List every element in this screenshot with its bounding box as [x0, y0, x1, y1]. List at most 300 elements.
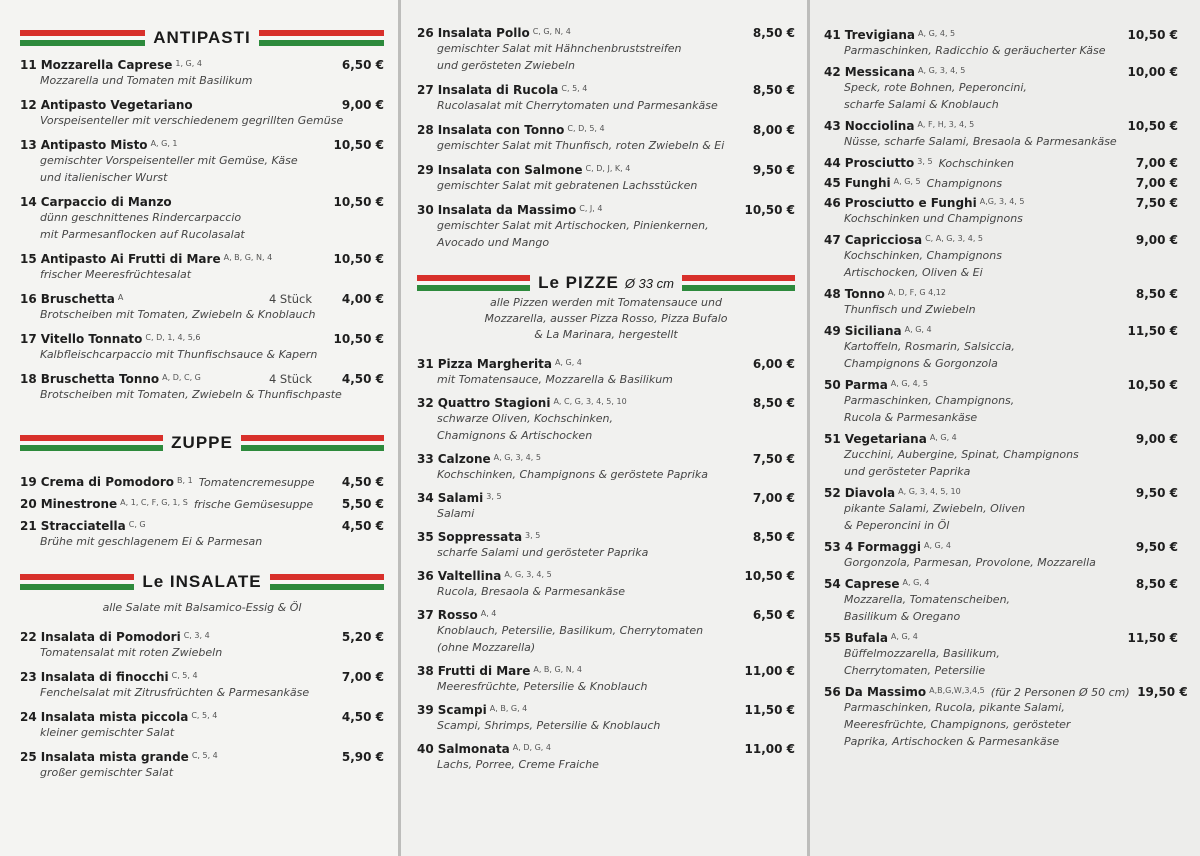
item-inline-description: Kochschinken — [938, 157, 1015, 170]
item-name: Funghi — [844, 176, 891, 190]
item-description: Tomatensalat mit roten Zwiebeln — [40, 646, 223, 659]
item-number: 49 — [824, 324, 841, 338]
item-description: & Peperoncini in Öl — [844, 519, 950, 532]
item-description: Scampi, Shrimps, Petersilie & Knoblauch — [437, 719, 661, 732]
item-description: Parmaschinken, Rucola, pikante Salami, — [844, 701, 1065, 714]
menu-item-header — [824, 28, 1178, 42]
menu-column-2 — [401, 0, 807, 856]
menu-item-header — [824, 287, 1178, 301]
item-price: 6,50 € — [752, 608, 795, 622]
item-description: Meeresfrüchte, Champignons, gerösteter — [844, 718, 1071, 731]
section-header — [20, 562, 384, 602]
section-header — [20, 18, 384, 58]
section-note: alle Salate mit Balsamico-Essig & Öl — [102, 601, 302, 614]
item-price: 8,50 € — [1135, 577, 1178, 591]
menu-item-header — [824, 486, 1178, 500]
menu-item — [417, 452, 795, 483]
menu-item-header — [417, 396, 795, 410]
item-name: Diavola — [844, 486, 896, 500]
item-quantity: 4 Stück — [268, 292, 312, 306]
menu-item — [417, 530, 795, 561]
item-number: 54 — [824, 577, 841, 591]
item-name: Messicana — [844, 65, 916, 79]
item-description: Chamignons & Artischocken — [437, 429, 593, 442]
item-number: 18 — [20, 372, 37, 386]
item-number: 50 — [824, 378, 841, 392]
item-description: und gerösteten Zwiebeln — [437, 59, 575, 72]
menu-item — [824, 119, 1178, 150]
item-price: 7,00 € — [341, 670, 384, 684]
allergen-codes: A, G, 3, 4, 5 — [504, 570, 552, 579]
item-description: Mozzarella und Tomaten mit Basilikum — [40, 74, 253, 87]
item-number: 40 — [417, 742, 434, 756]
section-insalate — [20, 562, 384, 781]
item-number: 45 — [824, 176, 841, 190]
item-number: 44 — [824, 156, 841, 170]
menu-item — [20, 670, 384, 701]
item-price: 11,50 € — [1127, 631, 1178, 645]
menu-item — [20, 372, 384, 403]
item-list — [417, 26, 795, 251]
allergen-codes: A, B, G, N, 4 — [533, 665, 582, 674]
item-number: 51 — [824, 432, 841, 446]
item-price: 4,50 € — [341, 372, 384, 386]
item-name: Bufala — [844, 631, 888, 645]
section-insalate-continued — [417, 26, 795, 251]
item-number: 17 — [20, 332, 37, 346]
item-list — [20, 630, 384, 781]
menu-item — [417, 396, 795, 444]
item-number: 21 — [20, 519, 37, 533]
menu-item-header — [824, 631, 1178, 645]
item-price: 10,50 € — [333, 332, 384, 346]
item-name: Da Massimo — [844, 685, 927, 699]
allergen-codes: C, D, 5, 4 — [567, 124, 605, 133]
allergen-codes: C, 3, 4 — [183, 631, 210, 640]
menu-item — [824, 233, 1178, 281]
menu-item-header — [20, 292, 384, 306]
item-price: 8,00 € — [752, 123, 795, 137]
item-price: 10,00 € — [1127, 65, 1178, 79]
menu-item-header — [417, 163, 795, 177]
item-name: Calzone — [437, 452, 491, 466]
menu-item-header — [20, 58, 384, 72]
item-number: 11 — [20, 58, 37, 72]
item-description: scharfe Salami und gerösteter Paprika — [437, 546, 649, 559]
item-name: Minestrone — [40, 497, 118, 511]
allergen-codes: A, 4 — [480, 609, 497, 618]
item-price: 4,00 € — [341, 292, 384, 306]
menu-item — [417, 491, 795, 522]
item-number: 48 — [824, 287, 841, 301]
item-description: mit Tomatensauce, Mozzarella & Basilikum — [437, 373, 673, 386]
italian-flag-stripe — [270, 574, 384, 590]
menu-item-header — [20, 138, 384, 152]
item-number: 46 — [824, 196, 841, 210]
item-inline-description: frische Gemüsesuppe — [193, 498, 314, 511]
item-price: 5,90 € — [341, 750, 384, 764]
menu-item-header — [20, 475, 384, 489]
item-number: 27 — [417, 83, 434, 97]
item-description: Basilikum & Oregano — [844, 610, 961, 623]
item-description: schwarze Oliven, Kochschinken, — [437, 412, 614, 425]
allergen-codes: A, G, 4 — [929, 433, 957, 442]
menu-item-header — [417, 83, 795, 97]
menu-item-header — [824, 233, 1178, 247]
item-description: frischer Meeresfrüchtesalat — [40, 268, 192, 281]
item-name: Valtellina — [437, 569, 502, 583]
menu-item-header — [417, 664, 795, 678]
item-name: Insalata con Tonno — [437, 123, 565, 137]
item-number: 28 — [417, 123, 434, 137]
item-name: Antipasto Ai Frutti di Mare — [40, 252, 221, 266]
note-line: alle Pizzen werden mit Tomatensauce und — [490, 296, 722, 309]
menu-item-header — [20, 497, 384, 511]
menu-item-header — [824, 324, 1178, 338]
section-title: ANTIPASTI — [153, 28, 251, 47]
item-number: 42 — [824, 65, 841, 79]
item-name: Mozzarella Caprese — [40, 58, 173, 72]
allergen-codes: A, 1, C, F, G, 1, S — [120, 498, 188, 507]
item-price: 4,50 € — [341, 519, 384, 533]
allergen-codes: A, G, 3, 4, 5 — [918, 66, 966, 75]
allergen-codes: A — [117, 293, 124, 302]
allergen-codes: 3, 5 — [486, 492, 502, 501]
item-price: 19,50 € — [1137, 685, 1188, 699]
item-number: 37 — [417, 608, 434, 622]
allergen-codes: A, D, F, G 4,12 — [887, 288, 946, 297]
menu-item — [417, 664, 795, 695]
menu-item-header — [20, 710, 384, 724]
allergen-codes: A, G, 4, 5 — [890, 379, 928, 388]
menu-item-header — [20, 332, 384, 346]
item-description: Paprika, Artischocken & Parmesankäse — [844, 735, 1060, 748]
menu-item-header — [417, 203, 795, 217]
item-price: 10,50 € — [333, 252, 384, 266]
item-number: 47 — [824, 233, 841, 247]
allergen-codes: C, G, N, 4 — [532, 27, 571, 36]
italian-flag-stripe — [20, 435, 163, 451]
item-description: Brotscheiben mit Tomaten, Zwiebeln & Thunfischpaste — [40, 388, 342, 401]
section-title: Le INSALATE — [142, 572, 262, 591]
menu-item-header — [20, 98, 384, 112]
item-name: Crema di Pomodoro — [40, 475, 175, 489]
section-pizze-continued — [824, 28, 1188, 750]
item-price: 7,50 € — [752, 452, 795, 466]
menu-item — [824, 287, 1178, 318]
menu-item-header — [20, 195, 384, 209]
item-description: Parmaschinken, Radicchio & geräucherter Käse — [844, 44, 1106, 57]
menu-item — [417, 357, 795, 388]
item-description: kleiner gemischter Salat — [40, 726, 175, 739]
allergen-codes: A,B,G,W,3,4,5 — [929, 686, 985, 695]
item-description: und italienischer Wurst — [40, 171, 168, 184]
menu-item — [824, 176, 1178, 190]
menu-item — [20, 292, 384, 323]
item-price: 6,00 € — [752, 357, 795, 371]
item-number: 15 — [20, 252, 37, 266]
item-name: Antipasto Misto — [40, 138, 148, 152]
item-name: Soppressata — [437, 530, 523, 544]
pizze-title-text: Le PIZZE — [538, 273, 619, 292]
menu-item — [824, 486, 1178, 534]
item-name: Stracciatella — [40, 519, 126, 533]
note-line: Mozzarella, ausser Pizza Rosso, Pizza Bufalo — [484, 312, 728, 325]
menu-item — [20, 332, 384, 363]
italian-flag-stripe — [417, 275, 530, 291]
menu-item-header — [824, 196, 1178, 210]
item-description: Rucola, Bresaola & Parmesankäse — [437, 585, 626, 598]
allergen-codes: C, 5, 4 — [191, 711, 218, 720]
allergen-codes: A,G, 3, 4, 5 — [979, 197, 1025, 206]
item-number: 43 — [824, 119, 841, 133]
menu-item-header — [20, 670, 384, 684]
menu-item-header — [824, 65, 1178, 79]
item-price: 10,50 € — [1127, 378, 1178, 392]
item-number: 53 — [824, 540, 841, 554]
item-number: 14 — [20, 195, 37, 209]
item-description: Cherrytomaten, Petersilie — [844, 664, 986, 677]
menu-item-header — [417, 491, 795, 505]
item-description: Meeresfrüchte, Petersilie & Knoblauch — [437, 680, 648, 693]
item-name: Quattro Stagioni — [437, 396, 551, 410]
allergen-codes: C, 5, 4 — [561, 84, 588, 93]
item-number: 41 — [824, 28, 841, 42]
menu-item-header — [824, 176, 1178, 190]
item-name: Salmonata — [437, 742, 510, 756]
section-pizze — [417, 263, 795, 773]
item-number: 34 — [417, 491, 434, 505]
menu-item — [20, 710, 384, 741]
item-number: 13 — [20, 138, 37, 152]
item-description: Champignons & Gorgonzola — [844, 357, 998, 370]
item-list — [824, 28, 1188, 750]
item-description: Nüsse, scharfe Salami, Bresaola & Parmesankäse — [844, 135, 1117, 148]
menu-item — [824, 65, 1178, 113]
item-name: Carpaccio di Manzo — [40, 195, 172, 209]
menu-column-1 — [0, 0, 398, 856]
section-note — [417, 295, 795, 343]
item-name: Pizza Margherita — [437, 357, 552, 371]
item-price: 11,50 € — [744, 703, 795, 717]
item-inline-description: Champignons — [926, 177, 1003, 190]
allergen-codes: C, G — [128, 520, 146, 529]
item-price: 4,50 € — [341, 475, 384, 489]
menu-item-header — [824, 378, 1178, 392]
menu-item — [20, 475, 384, 489]
italian-flag-stripe — [682, 275, 795, 291]
item-description: Thunfisch und Zwiebeln — [844, 303, 976, 316]
section-antipasti — [20, 18, 384, 403]
item-name: Bruschetta Tonno — [40, 372, 160, 386]
menu-item — [417, 608, 795, 656]
item-price: 8,50 € — [752, 530, 795, 544]
item-price: 10,50 € — [1127, 119, 1178, 133]
item-name: Trevigiana — [844, 28, 916, 42]
item-list — [20, 475, 384, 550]
menu-item-header — [417, 26, 795, 40]
allergen-codes: A, B, G, N, 4 — [223, 253, 273, 262]
item-name: Insalata Pollo — [437, 26, 530, 40]
section-zuppe — [20, 423, 384, 550]
allergen-codes: 3, 5 — [525, 531, 541, 540]
item-name: Tonno — [844, 287, 885, 301]
menu-item-header — [824, 685, 1188, 699]
menu-item-header — [417, 357, 795, 371]
item-name: Insalata con Salmone — [437, 163, 583, 177]
item-description: und gerösteter Paprika — [844, 465, 971, 478]
item-description: Kartoffeln, Rosmarin, Salsiccia, — [844, 340, 1015, 353]
menu-item — [417, 569, 795, 600]
menu-item — [20, 195, 384, 243]
item-description: Salami — [437, 507, 475, 520]
item-name: 4 Formaggi — [844, 540, 921, 554]
item-price: 9,50 € — [1135, 486, 1178, 500]
item-name: Capricciosa — [844, 233, 923, 247]
item-description: Gorgonzola, Parmesan, Provolone, Mozzarella — [844, 556, 1096, 569]
item-description: Mozzarella, Tomatenscheiben, — [844, 593, 1011, 606]
item-number: 23 — [20, 670, 37, 684]
item-price: 11,00 € — [744, 664, 795, 678]
item-number: 31 — [417, 357, 434, 371]
item-price: 7,00 € — [752, 491, 795, 505]
menu-item — [417, 163, 795, 194]
item-name: Salami — [437, 491, 484, 505]
section-header — [20, 423, 384, 463]
item-name: Insalata di finocchi — [40, 670, 169, 684]
item-name: Parma — [844, 378, 888, 392]
item-price: 4,50 € — [341, 710, 384, 724]
allergen-codes: C, D, J, K, 4 — [585, 164, 631, 173]
item-price: 7,00 € — [1135, 156, 1178, 170]
menu-item — [20, 58, 384, 89]
item-description: Kalbfleischcarpaccio mit Thunfischsauce & Kapern — [40, 348, 318, 361]
item-description: gemischter Salat mit Artischocken, Pinienkernen, — [437, 219, 709, 232]
menu-item-header — [20, 519, 384, 533]
menu-item-header — [417, 608, 795, 622]
item-price: 9,50 € — [1135, 540, 1178, 554]
item-price: 8,50 € — [752, 26, 795, 40]
note-line: & La Marinara, hergestellt — [534, 328, 678, 341]
menu-item — [20, 252, 384, 283]
item-number: 38 — [417, 664, 434, 678]
menu-item — [417, 742, 795, 773]
allergen-codes: A, G, 1 — [150, 139, 178, 148]
menu-item — [824, 28, 1178, 59]
item-description: scharfe Salami & Knoblauch — [844, 98, 999, 111]
menu-item-header — [20, 750, 384, 764]
item-description: Lachs, Porree, Creme Fraiche — [437, 758, 599, 771]
menu-item-header — [417, 569, 795, 583]
menu-item — [824, 378, 1178, 426]
item-name: Vitello Tonnato — [40, 332, 143, 346]
allergen-codes: A, D, C, G — [162, 373, 201, 382]
allergen-codes: C, 5, 4 — [191, 751, 218, 760]
item-description: Rucola & Parmesankäse — [844, 411, 978, 424]
item-name: Rosso — [437, 608, 478, 622]
allergen-codes: C, 5, 4 — [171, 671, 198, 680]
item-number: 56 — [824, 685, 841, 699]
item-inline-description: (für 2 Personen Ø 50 cm) — [990, 686, 1130, 699]
item-price: 11,50 € — [1127, 324, 1178, 338]
allergen-codes: 1, G, 4 — [175, 59, 202, 68]
item-number: 35 — [417, 530, 434, 544]
menu-item — [824, 540, 1178, 571]
item-description: Brühe mit geschlagenem Ei & Parmesan — [40, 535, 263, 548]
item-description: Parmaschinken, Champignons, — [844, 394, 1015, 407]
menu-item — [20, 519, 384, 550]
allergen-codes: A, G, 4 — [902, 578, 930, 587]
allergen-codes: C, J, 4 — [579, 204, 603, 213]
item-number: 32 — [417, 396, 434, 410]
item-number: 20 — [20, 497, 37, 511]
item-description: Kochschinken, Champignons & geröstete Paprika — [437, 468, 708, 481]
item-price: 9,00 € — [1135, 432, 1178, 446]
italian-flag-stripe — [20, 574, 134, 590]
item-number: 26 — [417, 26, 434, 40]
menu-item — [20, 98, 384, 129]
item-number: 24 — [20, 710, 37, 724]
item-description: gemischter Salat mit gebratenen Lachsstücken — [437, 179, 698, 192]
menu-item-header — [20, 630, 384, 644]
allergen-codes: A, G, 4 — [890, 632, 918, 641]
menu-item-header — [417, 703, 795, 717]
allergen-codes: A, D, G, 4 — [512, 743, 551, 752]
item-description: Knoblauch, Petersilie, Basilikum, Cherrytomaten — [437, 624, 704, 637]
item-price: 6,50 € — [341, 58, 384, 72]
allergen-codes: A, C, G, 3, 4, 5, 10 — [553, 397, 627, 406]
item-description: Brotscheiben mit Tomaten, Zwiebeln & Knoblauch — [40, 308, 316, 321]
item-price: 10,50 € — [333, 138, 384, 152]
item-description: pikante Salami, Zwiebeln, Oliven — [844, 502, 1026, 515]
item-list — [20, 58, 384, 403]
item-price: 5,50 € — [341, 497, 384, 511]
menu-item — [417, 123, 795, 154]
allergen-codes: A, G, 4, 5 — [918, 29, 956, 38]
item-description: Kochschinken und Champignons — [844, 212, 1023, 225]
item-name: Siciliana — [844, 324, 902, 338]
menu-item-header — [417, 452, 795, 466]
item-description: mit Parmesanflocken auf Rucolasalat — [40, 228, 245, 241]
item-number: 22 — [20, 630, 37, 644]
menu-item — [417, 26, 795, 74]
item-name: Prosciutto — [844, 156, 915, 170]
menu-item — [824, 324, 1178, 372]
item-name: Bruschetta — [40, 292, 115, 306]
menu-item — [824, 685, 1188, 750]
item-name: Vegetariana — [844, 432, 927, 446]
item-description: gemischter Vorspeisenteller mit Gemüse, Käse — [40, 154, 298, 167]
item-description: Vorspeisenteller mit verschiedenem gegrillten Gemüse — [40, 114, 344, 127]
item-name: Insalata mista grande — [40, 750, 189, 764]
allergen-codes: A, G, 4 — [554, 358, 582, 367]
menu-item — [20, 750, 384, 781]
item-number: 25 — [20, 750, 37, 764]
allergen-codes: A, G, 3, 4, 5, 10 — [898, 487, 961, 496]
item-price: 7,00 € — [1135, 176, 1178, 190]
section-title: ZUPPE — [171, 433, 233, 452]
menu-item-header — [417, 742, 795, 756]
menu-item-header — [824, 540, 1178, 554]
item-number: 55 — [824, 631, 841, 645]
item-price: 11,00 € — [744, 742, 795, 756]
italian-flag-stripe — [259, 30, 384, 46]
item-number: 16 — [20, 292, 37, 306]
item-price: 7,50 € — [1135, 196, 1178, 210]
allergen-codes: 3, 5 — [917, 157, 933, 166]
item-price: 10,50 € — [1127, 28, 1178, 42]
allergen-codes: C, D, 1, 4, 5,6 — [145, 333, 201, 342]
